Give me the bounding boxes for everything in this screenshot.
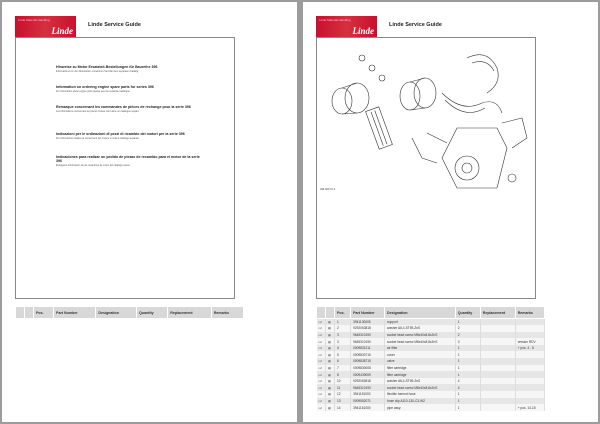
parts-table (316, 306, 545, 411)
page-title: Linde Service Guide (88, 22, 141, 28)
cell-remarks (515, 325, 544, 332)
col-quantity: Quantity (455, 307, 480, 319)
linde-logo (15, 16, 76, 37)
cell-replacement (480, 371, 515, 378)
cart-icon[interactable]: ▦ (326, 325, 335, 332)
cell-part: 3941130605 (351, 319, 385, 326)
cell-designation: washer A6,4-ST59-ZnS (385, 325, 456, 332)
ref-link[interactable]: ref (317, 332, 326, 339)
col-remarks: Remarks (515, 307, 544, 319)
right-page (303, 2, 598, 422)
left-page (2, 2, 297, 422)
section-heading: Remarque concernant les commandes de pièces de rechange pour la série 396 (56, 105, 191, 109)
cell-qty: 1 (455, 371, 480, 378)
table-row[interactable] (317, 338, 545, 345)
table-row[interactable] (317, 384, 545, 391)
linde-logo (316, 16, 377, 37)
cell-qty: 4 (455, 384, 480, 391)
col-pos: Pos. (34, 307, 54, 319)
cell-qty: 1 (455, 391, 480, 398)
cart-icon[interactable]: ▦ (326, 391, 335, 398)
cell-designation: flexible formed hose (385, 391, 456, 398)
table-row[interactable] (317, 351, 545, 358)
cell-remarks (515, 371, 544, 378)
cart-icon[interactable]: ▦ (326, 338, 335, 345)
cell-part: 9645310190 (351, 332, 385, 339)
ref-link[interactable]: ref (317, 371, 326, 378)
cell-remarks (515, 351, 544, 358)
cell-qty: 3 (455, 338, 480, 345)
section-heading: Information on ordering engine spare parts for series 396 (56, 85, 154, 89)
table-row[interactable] (317, 319, 545, 326)
cart-icon[interactable]: ▦ (326, 384, 335, 391)
cell-pos: 4 (335, 345, 351, 352)
exploded-drawing-frame (316, 37, 536, 299)
cell-qty: 1 (455, 358, 480, 365)
cart-icon[interactable]: ▦ (326, 332, 335, 339)
cell-pos: 3 (335, 338, 351, 345)
cell-replacement (480, 384, 515, 391)
ref-link[interactable]: ref (317, 391, 326, 398)
cell-remarks (515, 398, 544, 405)
cell-remarks (515, 358, 544, 365)
table-row[interactable] (317, 358, 545, 365)
cell-replacement (480, 332, 515, 339)
cell-qty: 1 (455, 398, 480, 405)
ref-link[interactable]: ref (317, 404, 326, 411)
cell-qty: 2 (455, 325, 480, 332)
section-text: Informationen zu den Motorteilen entnehmen Sie bitte dem separaten Katalog (56, 70, 139, 74)
cell-designation: support (385, 319, 456, 326)
cell-replacement (480, 319, 515, 326)
ref-link[interactable]: ref (317, 358, 326, 365)
table-row[interactable] (317, 391, 545, 398)
table-row[interactable] (317, 325, 545, 332)
cell-qty: 1 (455, 365, 480, 372)
cell-remarks (515, 365, 544, 372)
cell-pos: 8 (335, 371, 351, 378)
cart-icon[interactable]: ▦ (326, 345, 335, 352)
cell-part: 9292063818 (351, 325, 385, 332)
logo-word: Linde (352, 26, 374, 36)
cell-pos: 1 (335, 319, 351, 326)
cell-part: 9292063818 (351, 378, 385, 385)
cart-icon[interactable]: ▦ (326, 378, 335, 385)
table-row[interactable] (317, 371, 545, 378)
drawing-label: 396 000 01 0 (320, 188, 336, 191)
cart-icon[interactable]: ▦ (326, 358, 335, 365)
cell-qty: 2 (455, 332, 480, 339)
cell-pos: 14 (335, 404, 351, 411)
cell-pos: 2 (335, 325, 351, 332)
table-row[interactable] (317, 365, 545, 372)
col-remarks: Remarks (211, 307, 243, 319)
cell-pos: 11 (335, 384, 351, 391)
section-es (56, 155, 201, 167)
cell-designation: pipe assy. (385, 404, 456, 411)
cart-icon[interactable]: ▦ (326, 319, 335, 326)
cell-pos: 7 (335, 365, 351, 372)
table-row[interactable] (317, 378, 545, 385)
cell-part: 9645310190 (351, 384, 385, 391)
cell-remarks (515, 332, 544, 339)
cell-part: 0009830008 (351, 365, 385, 372)
cell-replacement (480, 358, 515, 365)
cell-part: 9645310190 (351, 338, 385, 345)
col-part-number: Part Number (351, 307, 385, 319)
cell-pos: 13 (335, 398, 351, 405)
col-replacement: Replacement (480, 307, 515, 319)
cell-replacement (480, 338, 515, 345)
ref-link[interactable]: ref (317, 384, 326, 391)
cell-qty: 1 (455, 404, 480, 411)
cell-pos: 3 (335, 332, 351, 339)
cell-designation: filter cartridge (385, 365, 456, 372)
cell-part: 3941151000 (351, 391, 385, 398)
col-part-number: Part Number (54, 307, 96, 319)
cart-icon[interactable]: ▦ (326, 398, 335, 405)
ref-link[interactable]: ref (317, 398, 326, 405)
content-frame (15, 37, 235, 299)
col-designation: Designation (385, 307, 456, 319)
cell-replacement (480, 404, 515, 411)
cell-designation: washer A6,4-ST59-ZnS (385, 378, 456, 385)
cell-designation: cover (385, 351, 456, 358)
cart-icon[interactable]: ▦ (326, 351, 335, 358)
table-row[interactable] (317, 332, 545, 339)
ref-link[interactable]: ref (317, 378, 326, 385)
cell-replacement (480, 325, 515, 332)
cell-remarks (515, 378, 544, 385)
cell-designation: socket head screw M8x40x8.8xZnS (385, 384, 456, 391)
col-quantity: Quantity (137, 307, 168, 319)
cart-icon[interactable]: ▦ (326, 371, 335, 378)
table-row[interactable] (317, 398, 545, 405)
section-text: Les informations concernant les pièces moteur sont dans un catalogue séparé (56, 110, 139, 114)
col-replacement: Replacement (168, 307, 212, 319)
col-pos: Pos. (335, 307, 351, 319)
cell-qty: 4 (455, 378, 480, 385)
section-text: Extraiga la información de los recambios de motor del catálogo anexo (56, 164, 130, 168)
cell-part: 0009439009 (351, 371, 385, 378)
ref-link[interactable]: ref (317, 325, 326, 332)
cell-part: 3941161000 (351, 404, 385, 411)
section-heading: Hinweise zu Motor Ersatzteil-Bestellungen für Baureihe 396 (56, 65, 158, 69)
cell-remarks: + pos. 14-15 (515, 404, 544, 411)
section-heading: Indicaciones para realizar un pedido de piezas de recambio para el motor de la serie 396 (56, 155, 200, 164)
table-row[interactable] (317, 345, 545, 352)
cart-icon[interactable]: ▦ (326, 404, 335, 411)
section-text: For information about engine parts please see the separate catalogue (56, 90, 130, 94)
cell-pos: 5 (335, 351, 351, 358)
section-heading: Indicazioni per le ordinazioni di pezzi di ricambio dei motori per la serie 396 (56, 132, 185, 136)
section-it (56, 132, 201, 140)
cell-qty: 1 (455, 319, 480, 326)
cell-replacement (480, 365, 515, 372)
cell-remarks (515, 319, 544, 326)
cell-qty: 1 (455, 345, 480, 352)
cell-replacement (480, 391, 515, 398)
cell-replacement (480, 351, 515, 358)
ref-link[interactable]: ref (317, 351, 326, 358)
ref-link[interactable]: ref (317, 365, 326, 372)
cell-replacement (480, 378, 515, 385)
table-row[interactable] (317, 404, 545, 411)
ref-link[interactable]: ref (317, 319, 326, 326)
cell-remarks: version RDV (515, 338, 544, 345)
cell-remarks: + pos. 4 - 8 (515, 345, 544, 352)
cell-remarks (515, 384, 544, 391)
section-text: Per informazioni relative ai componenti del motore si veda il catalogo separato (56, 137, 139, 141)
cell-part: 0009552071 (351, 398, 385, 405)
cell-designation: socket head screw M8x40x8.8xZnS (385, 338, 456, 345)
cell-remarks (515, 391, 544, 398)
section-de (56, 65, 201, 73)
cell-designation: valve (385, 358, 456, 365)
cell-designation: hose clip A110-130-C3-W2 (385, 398, 456, 405)
cart-icon[interactable]: ▦ (326, 365, 335, 372)
logo-tagline: Linde Material Handling (18, 18, 50, 22)
col-designation: Designation (96, 307, 137, 319)
cell-pos: 6 (335, 358, 351, 365)
section-fr (56, 105, 201, 113)
cell-part: 0009831211 (351, 345, 385, 352)
cell-pos: 10 (335, 378, 351, 385)
ref-link[interactable]: ref (317, 338, 326, 345)
cell-part: 0009830715 (351, 351, 385, 358)
cell-part: 0009838715 (351, 358, 385, 365)
logo-tagline: Linde Material Handling (319, 18, 351, 22)
cell-designation: socket head screw M8x40x8.8xZnS (385, 332, 456, 339)
section-en (56, 85, 201, 93)
ref-link[interactable]: ref (317, 345, 326, 352)
cell-pos: 12 (335, 391, 351, 398)
logo-word: Linde (51, 26, 73, 36)
cell-designation: filter cartridge (385, 371, 456, 378)
page-title: Linde Service Guide (389, 22, 442, 28)
cell-replacement (480, 398, 515, 405)
exploded-parts-drawing (317, 38, 535, 298)
parts-table-empty (15, 306, 244, 319)
cell-replacement (480, 345, 515, 352)
cell-qty: 1 (455, 351, 480, 358)
cell-designation: air filter (385, 345, 456, 352)
